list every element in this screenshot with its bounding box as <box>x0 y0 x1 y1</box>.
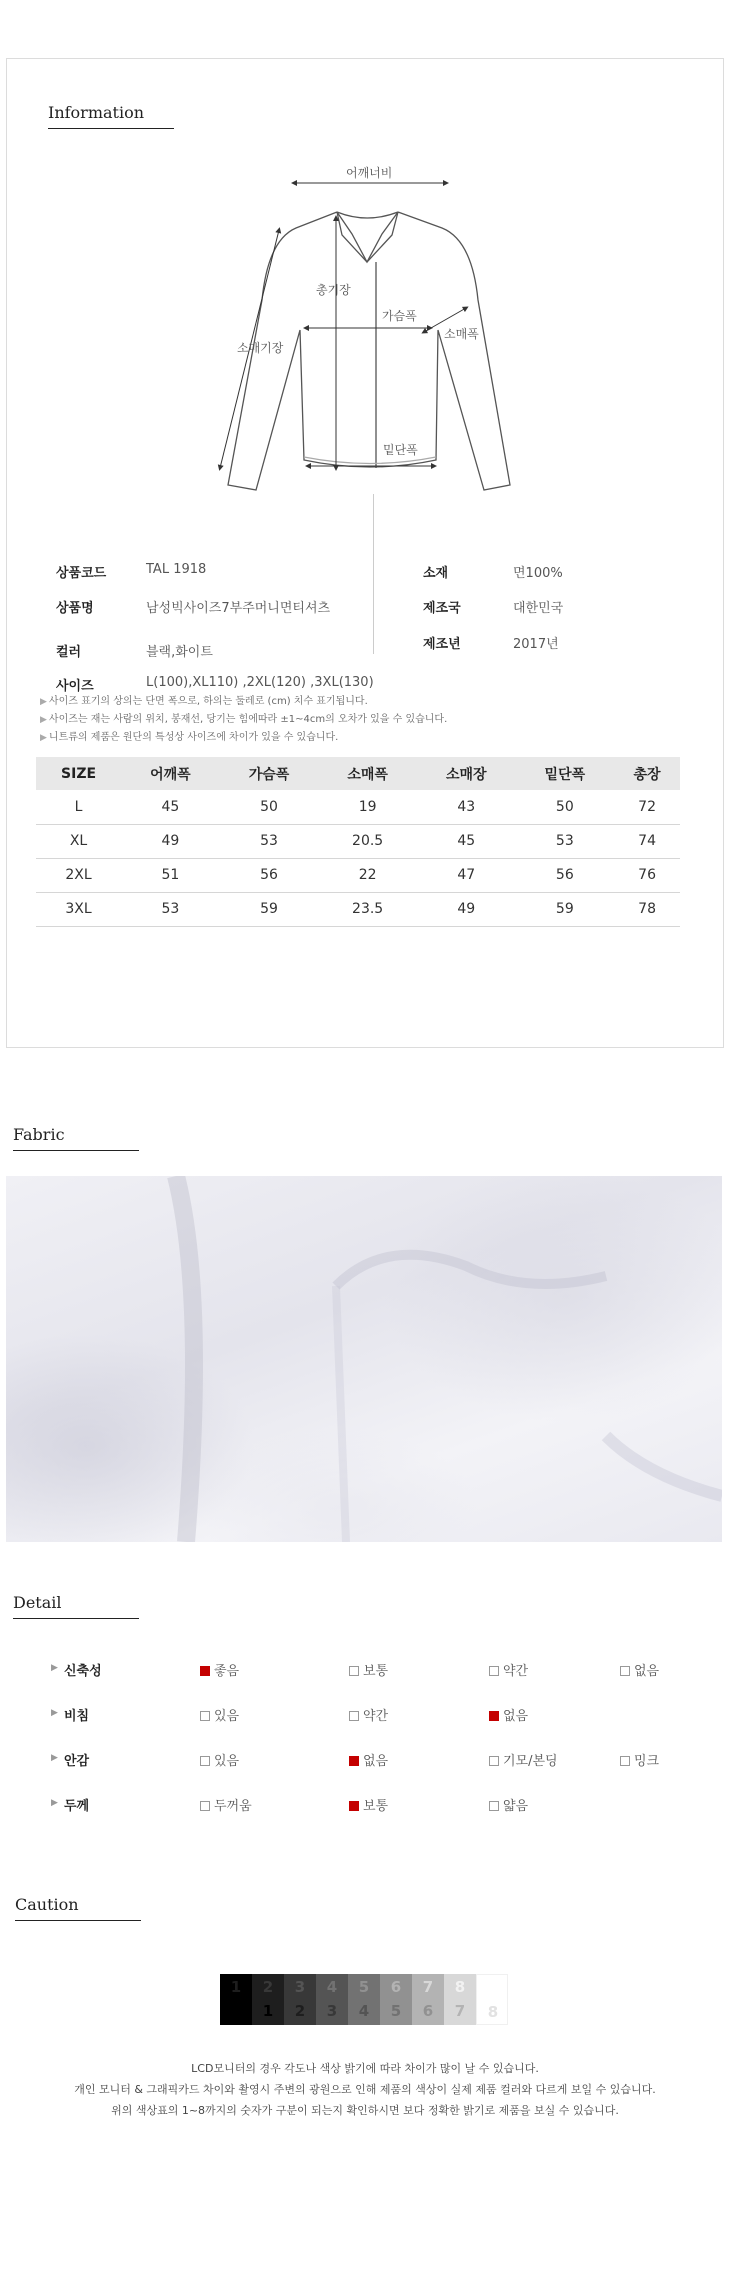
garment-measurement-diagram <box>0 0 730 500</box>
option-none: 없음 <box>620 1660 659 1679</box>
table-cell: 74 <box>614 824 680 858</box>
table-cell: 53 <box>121 892 220 926</box>
swatch-3: 4 3 <box>316 1974 348 2025</box>
table-cell: 2XL <box>36 858 121 892</box>
option-yes: 있음 <box>200 1705 239 1724</box>
arrow-right-icon: ▶ <box>51 1663 58 1673</box>
spec-value-name: 남성빅사이즈7부주머니면티셔츠 <box>146 601 331 616</box>
table-cell: 59 <box>220 892 319 926</box>
spec-value-size: L(100),XL110) ,2XL(120) ,3XL(130) <box>146 675 374 690</box>
swatch-0: 1 <box>220 1974 252 2025</box>
detail-row-thickness <box>0 1795 730 1815</box>
detail-row-lining <box>0 1750 730 1770</box>
caution-title: Caution <box>15 1895 141 1921</box>
unchecked-box-icon <box>349 1711 359 1721</box>
detail-row-stretch <box>0 1660 730 1680</box>
unchecked-box-icon <box>620 1666 630 1676</box>
unchecked-box-icon <box>200 1801 210 1811</box>
option-mink: 밍크 <box>620 1750 659 1769</box>
spec-key-name: 상품명 <box>56 601 94 616</box>
information-title: Information <box>48 103 174 129</box>
checked-box-icon <box>200 1666 210 1676</box>
option-thin: 얇음 <box>489 1795 528 1814</box>
table-cell: 3XL <box>36 892 121 926</box>
swatch-5: 6 5 <box>380 1974 412 2025</box>
swatch-1: 2 1 <box>252 1974 284 2025</box>
table-cell: 56 <box>516 858 615 892</box>
swatch-4: 5 4 <box>348 1974 380 2025</box>
spec-key-year: 제조년 <box>423 637 461 652</box>
table-cell: 56 <box>220 858 319 892</box>
label-hem: 밑단폭 <box>383 443 418 457</box>
unchecked-box-icon <box>200 1756 210 1766</box>
swatch-2: 3 2 <box>284 1974 316 2025</box>
option-normal: 보통 <box>349 1795 388 1814</box>
table-cell: 45 <box>417 824 516 858</box>
swatch-6: 7 6 <box>412 1974 444 2025</box>
table-cell: 51 <box>121 858 220 892</box>
option-slight: 약간 <box>349 1705 388 1724</box>
arrow-right-icon: ▶ <box>51 1708 58 1718</box>
swatch-7: 8 7 <box>444 1974 476 2025</box>
option-brushed: 기모/본딩 <box>489 1750 558 1769</box>
option-thick: 두꺼움 <box>200 1795 252 1814</box>
caution-notes <box>0 2058 730 2121</box>
diagram-label-group <box>237 165 479 457</box>
option-normal: 보통 <box>349 1660 388 1679</box>
table-cell: 76 <box>614 858 680 892</box>
spec-value-year: 2017년 <box>513 637 559 652</box>
table-cell: 50 <box>516 790 615 824</box>
table-cell: XL <box>36 824 121 858</box>
spec-value-country: 대한민국 <box>513 601 564 616</box>
table-cell: 50 <box>220 790 319 824</box>
spec-key-size: 사이즈 <box>56 679 94 694</box>
unchecked-box-icon <box>349 1666 359 1676</box>
header-hem: 밑단폭 <box>516 757 615 790</box>
size-table <box>36 757 680 927</box>
option-slight: 약간 <box>489 1660 528 1679</box>
spec-key-color: 컬러 <box>56 645 82 660</box>
note-text: 사이즈는 재는 사람의 위치, 봉재선, 당기는 힘에따라 ±1~4cm의 오차가 있을 수 있습니다. <box>48 714 448 725</box>
arrow-right-icon: ▶ <box>51 1753 58 1763</box>
table-row <box>36 858 680 892</box>
unchecked-box-icon <box>489 1756 499 1766</box>
checked-box-icon <box>489 1711 499 1721</box>
label-shoulder: 어깨너비 <box>346 166 393 180</box>
detail-label: 두께 <box>64 1799 90 1814</box>
label-total-length: 총기장 <box>316 283 351 297</box>
caution-line: 개인 모니터 & 그래픽카드 차이와 촬영시 주변의 광원으로 인해 제품의 색상이 실제 제품 컬러와 다르게 보일 수 있습니다. <box>74 2083 656 2096</box>
table-cell: 49 <box>417 892 516 926</box>
table-cell: 53 <box>516 824 615 858</box>
detail-row-sheerness <box>0 1705 730 1725</box>
detail-label: 비침 <box>64 1709 90 1724</box>
spec-value-code: TAL 1918 <box>146 562 207 577</box>
table-cell: 53 <box>220 824 319 858</box>
fabric-photo <box>6 1176 722 1542</box>
note-item <box>40 693 447 711</box>
note-item <box>40 711 447 729</box>
bullet-triangle-icon: ▶ <box>40 697 47 707</box>
table-row <box>36 892 680 926</box>
caution-line: 위의 색상표의 1~8까지의 숫자가 구분이 되는지 확인하시면 보다 정확한 밝기로 제품을 보실 수 있습니다. <box>111 2104 619 2117</box>
note-text: 사이즈 표기의 상의는 단면 폭으로, 하의는 둘레로 (cm) 치수 표기됩니다. <box>48 696 368 707</box>
bullet-triangle-icon: ▶ <box>40 715 47 725</box>
table-cell: 23.5 <box>318 892 417 926</box>
option-none: 없음 <box>489 1705 528 1724</box>
header-chest: 가슴폭 <box>220 757 319 790</box>
label-sleeve-width: 소매폭 <box>444 327 479 341</box>
brightness-swatch-strip <box>220 1974 508 2025</box>
unchecked-box-icon <box>200 1711 210 1721</box>
detail-title: Detail <box>13 1593 139 1619</box>
size-table-header <box>36 757 680 790</box>
table-cell: 22 <box>318 858 417 892</box>
spec-key-material: 소재 <box>423 566 449 581</box>
checked-box-icon <box>349 1801 359 1811</box>
table-cell: 78 <box>614 892 680 926</box>
table-row <box>36 824 680 858</box>
checked-box-icon <box>349 1756 359 1766</box>
header-sleeve-length: 소매장 <box>417 757 516 790</box>
table-cell: 19 <box>318 790 417 824</box>
fabric-title: Fabric <box>13 1125 139 1151</box>
spec-key-code: 상품코드 <box>56 566 107 581</box>
label-chest: 가슴폭 <box>382 309 417 323</box>
table-row <box>36 790 680 824</box>
unchecked-box-icon <box>489 1666 499 1676</box>
spec-divider <box>373 494 374 654</box>
header-shoulder: 어깨폭 <box>121 757 220 790</box>
caution-line: LCD모니터의 경우 각도나 색상 밝기에 따라 차이가 많이 날 수 있습니다. <box>191 2062 539 2075</box>
fabric-fold-shading <box>6 1176 722 1542</box>
option-yes: 있음 <box>200 1750 239 1769</box>
spec-key-country: 제조국 <box>423 601 461 616</box>
note-item <box>40 729 447 747</box>
header-sleeve-width: 소매폭 <box>318 757 417 790</box>
header-size: SIZE <box>36 757 121 790</box>
table-cell: 45 <box>121 790 220 824</box>
detail-label: 신축성 <box>64 1664 102 1679</box>
option-none: 없음 <box>349 1750 388 1769</box>
note-text: 니트류의 제품은 원단의 특성상 사이즈에 차이가 있을 수 있습니다. <box>48 732 339 743</box>
detail-label: 안감 <box>64 1754 90 1769</box>
arrow-right-icon: ▶ <box>51 1798 58 1808</box>
bullet-triangle-icon: ▶ <box>40 733 47 743</box>
table-cell: 43 <box>417 790 516 824</box>
table-cell: 20.5 <box>318 824 417 858</box>
unchecked-box-icon <box>620 1756 630 1766</box>
spec-value-color: 블랙,화이트 <box>146 645 213 660</box>
table-cell: 72 <box>614 790 680 824</box>
table-cell: 47 <box>417 858 516 892</box>
table-cell: 49 <box>121 824 220 858</box>
swatch-8: 8 <box>476 1974 508 2025</box>
header-total-length: 총장 <box>614 757 680 790</box>
table-cell: L <box>36 790 121 824</box>
spec-value-material: 면100% <box>513 566 563 581</box>
unchecked-box-icon <box>489 1801 499 1811</box>
table-cell: 59 <box>516 892 615 926</box>
label-sleeve-length: 소매기장 <box>237 341 284 355</box>
size-notes <box>40 693 447 747</box>
option-good: 좋음 <box>200 1660 239 1679</box>
